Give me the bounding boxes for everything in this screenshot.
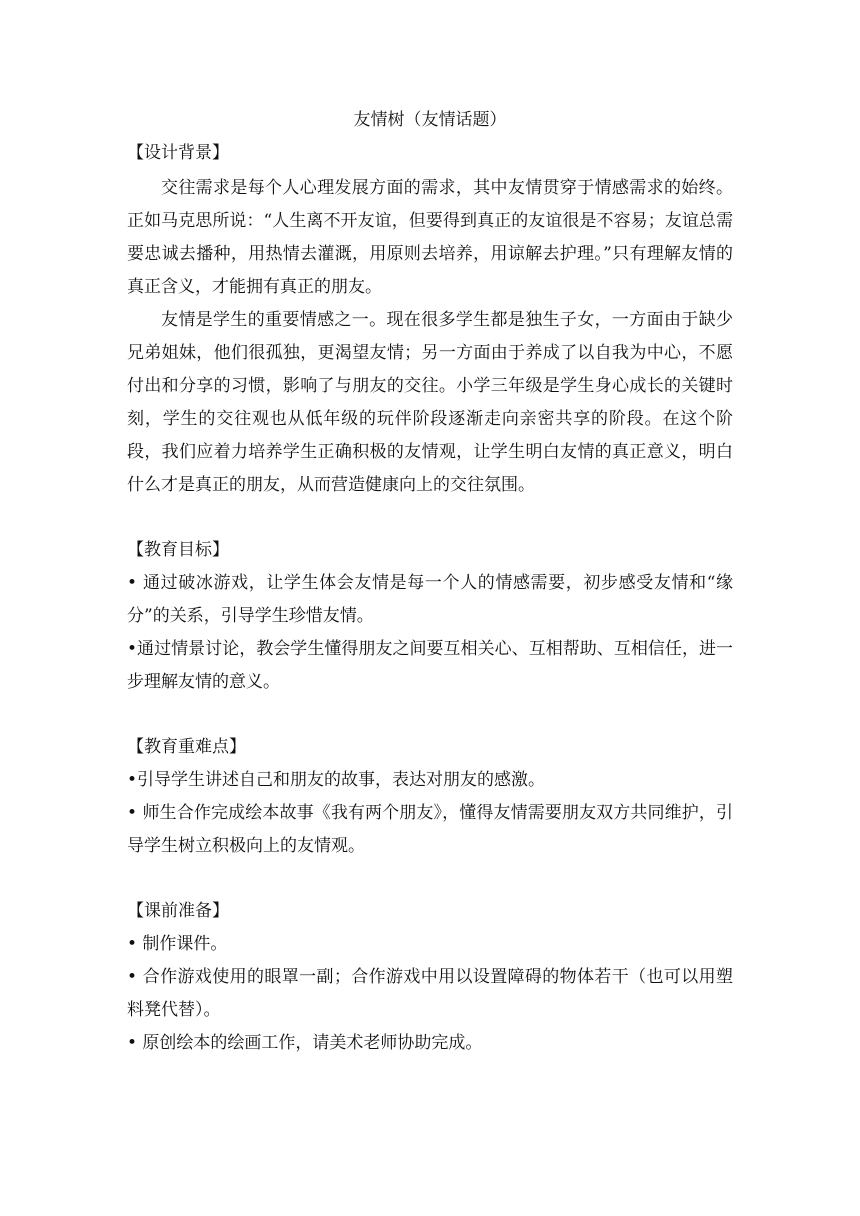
preparation-item-2: • 合作游戏使用的眼罩一副；合作游戏中用以设置障碍的物体若干（也可以用塑料凳代替）。 — [127, 967, 733, 1020]
key-points-item-2: • 师生合作完成绘本故事《我有两个朋友》，懂得友情需要朋友双方共同维护，引导学生树立积极向上的友情观。 — [127, 803, 733, 856]
section-heading-goals: 【教育目标】 — [127, 540, 229, 560]
section-heading-background: 【设计背景】 — [127, 143, 229, 163]
background-paragraph-1: 交往需求是每个人心理发展方面的需求，其中友情贯穿于情感需求的始终。正如马克思所说：“人生离不开友谊，但要得到真正的友谊很是不容易；友谊总需要忠诚去播种，用热情去灌溉，用原则去培养，用谅解去护理。”只有理解友情的真正含义，才能拥有真正的朋友。 — [127, 178, 733, 297]
section-spacer — [127, 863, 733, 895]
section-heading-key-points: 【教育重难点】 — [127, 737, 246, 757]
goals-item-2: •通过情景讨论，教会学生懂得朋友之间要互相关心、互相帮助、互相信任，进一步理解友情的意义。 — [127, 639, 733, 692]
section-spacer — [127, 699, 733, 731]
document-title: 友情树（友情话题） — [353, 110, 507, 130]
preparation-item-3: • 原创绘本的绘画工作，请美术老师协助完成。 — [127, 1033, 483, 1053]
goals-item-1: • 通过破冰游戏，让学生体会友情是每一个人的情感需要，初步感受友情和“缘分”的关系，引导学生珍惜友情。 — [127, 573, 733, 626]
document-page — [127, 104, 733, 1060]
key-points-item-1: •引导学生讲述自己和朋友的故事，表达对朋友的感激。 — [127, 770, 546, 790]
preparation-item-1: • 制作课件。 — [127, 934, 228, 954]
background-paragraph-2: 友情是学生的重要情感之一。现在很多学生都是独生子女，一方面由于缺少兄弟姐妹，他们很孤独，更渴望友情；另一方面由于养成了以自我为中心，不愿付出和分享的习惯，影响了与朋友的交往。小学三年级是学生身心成长的关键时刻，学生的交往观也从低年级的玩伴阶段逐渐走向亲密共享的阶段。在这个阶段，我们应着力培养学生正确积极的友情观，让学生明白友情的真正意义，明白什么才是真正的朋友，从而营造健康向上的交往氛围。 — [127, 310, 733, 495]
section-heading-preparation: 【课前准备】 — [127, 901, 229, 921]
section-spacer — [127, 502, 733, 534]
